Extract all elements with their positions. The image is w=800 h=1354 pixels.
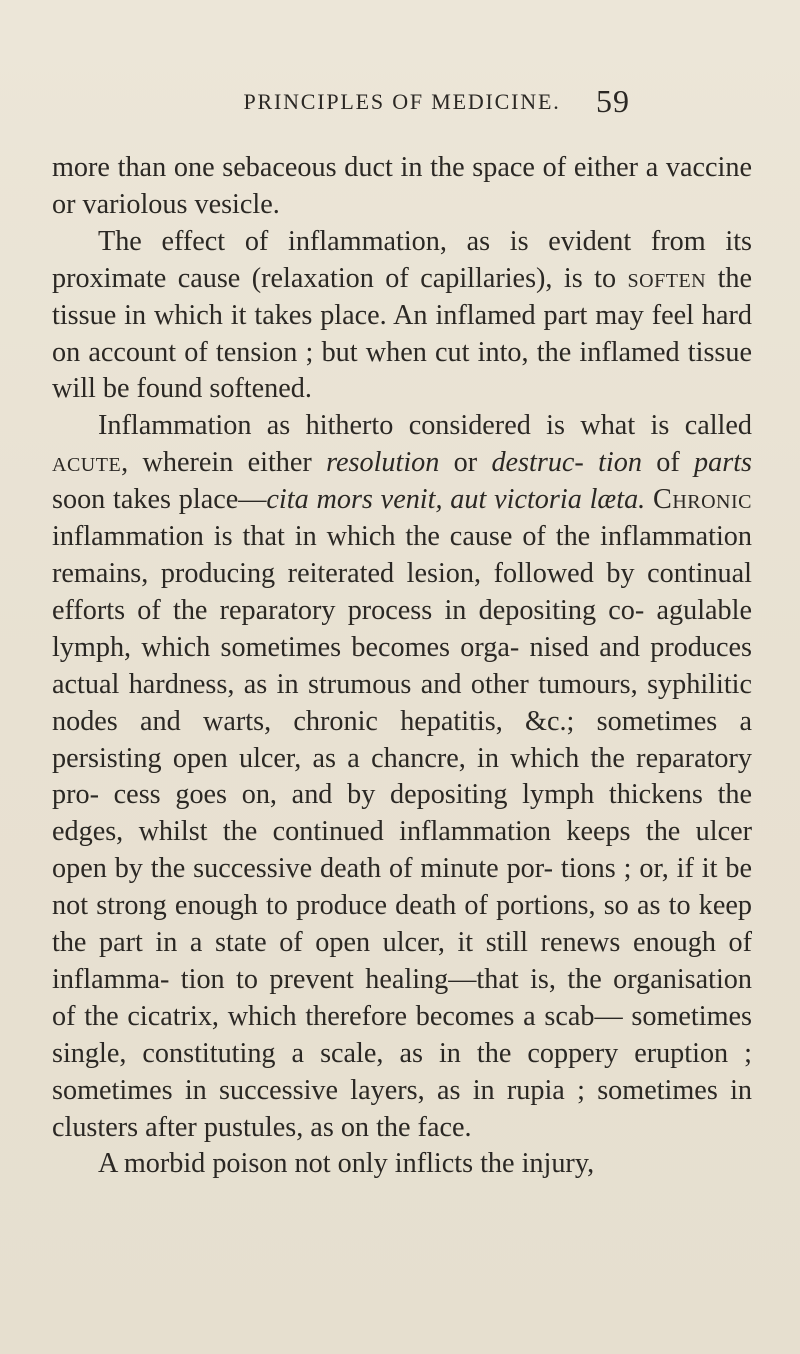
text-segment: The effect of inflammation, as is evident from its proximate cause (relaxation of capillaries), is to [52,225,752,294]
text-segment: the tissue in which it takes place. An inflamed part may feel hard on account of tension ; but when cut into, the inflamed tissue will be found softened. [52,262,753,405]
body-text [52,150,752,1183]
text-segment: soften [627,262,707,294]
text-segment [645,484,653,515]
text-segment: or [439,447,492,479]
text-segment: Inflammation as hitherto considered is what is called [98,410,752,442]
running-head [52,83,752,123]
paragraph-3 [52,408,752,1146]
paragraph-4 [52,1146,752,1183]
text-segment: of [641,447,695,479]
text-segment: cita mors venit, aut victoria læta. [266,484,646,516]
text-segment: , wherein either [121,447,327,479]
running-title: PRINCIPLES OF MEDICINE. [243,89,561,114]
paragraph-1 [52,150,752,224]
text-segment: acute [52,447,122,479]
paragraph-2 [52,224,752,409]
text-segment: inflammation is that in which the cause of the inflammation remains, producing reiterated lesion, followed by continual efforts of the reparatory process in depositing co- agulable lymph, which sometimes becomes orga- nised and produces actual hardness, as in strumous and other tumours, syphilitic nodes and warts, chronic hepatitis, &c.; sometimes a persisting open ulcer, as a chancre, in which the reparatory pro- cess goes on, and by depositing lymph thickens the edges, whilst the continued inflammation keeps the ulcer open by the successive death of minute por- tions ; or, if it be not strong enough to produce death of portions, so as to keep the part in a state of open ulcer, it still renews enough of inflamma- tion to prevent healing—that is, the organisation of the cicatrix, which therefore becomes a scab— sometimes single, constituting a scale, as in the coppery eruption ; sometimes in successive layers, as in rupia ; sometimes in clusters after pustules, as on the face. [52,521,752,1143]
text-segment: Chronic [653,484,753,516]
text-segment: destruc- tion [491,447,642,479]
text-segment: A morbid poison not only inflicts the injury, [98,1148,595,1180]
text-segment: parts [694,447,752,479]
text-segment: more than one sebaceous duct in the space of either a vaccine or variolous vesicle. [52,152,752,220]
text-segment: resolution [326,447,440,479]
page-number: 59 [596,83,630,119]
text-segment: soon takes place— [52,484,267,516]
